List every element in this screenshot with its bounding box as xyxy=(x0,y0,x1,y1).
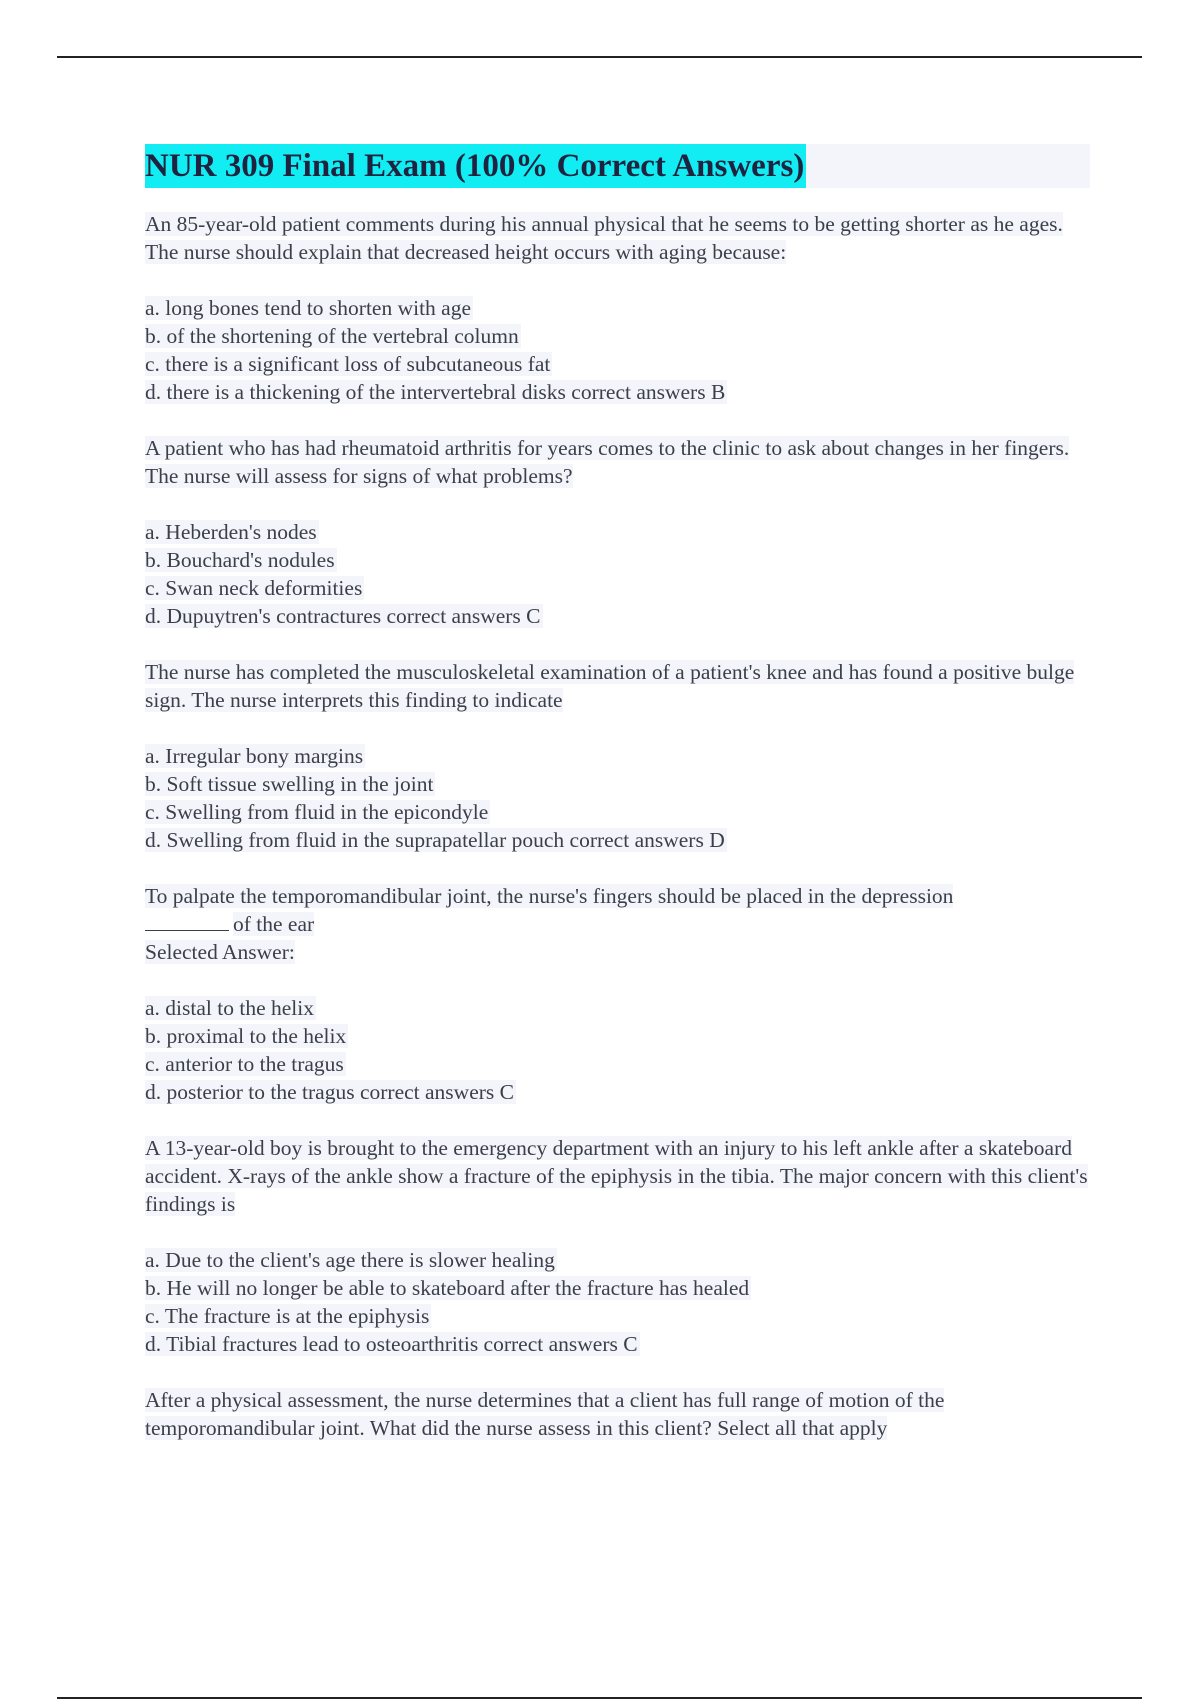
answer-option: b. proximal to the helix xyxy=(145,1024,347,1048)
question-text xyxy=(145,210,1090,266)
answer-option: c. Swelling from fluid in the epicondyle xyxy=(145,800,489,824)
question-4 xyxy=(145,882,1090,1106)
title-bar xyxy=(145,144,1090,188)
question-text-content: To palpate the temporomandibular joint, the nurse's fingers should be placed in the depression xyxy=(145,884,954,908)
answer-option: d. there is a thickening of the intervertebral disks correct answers B xyxy=(145,380,726,404)
question-text-content: A 13-year-old boy is brought to the emergency department with an injury to his left ankle after a skateboard accident. X-rays of the ankle show a fracture of the epiphysis in the tibia. The major concern with this client's findings is xyxy=(145,1136,1088,1216)
question-6 xyxy=(145,1386,1090,1442)
page-title: NUR 309 Final Exam (100% Correct Answers) xyxy=(145,144,806,188)
answer-option: c. The fracture is at the epiphysis xyxy=(145,1304,430,1328)
question-1 xyxy=(145,210,1090,406)
bottom-rule xyxy=(57,1697,1142,1699)
answer-option: d. Dupuytren's contractures correct answers C xyxy=(145,604,541,628)
question-text-content: The nurse has completed the musculoskeletal examination of a patient's knee and has found a positive bulge sign. The nurse interprets this finding to indicate xyxy=(145,660,1075,712)
answer-option: b. of the shortening of the vertebral column xyxy=(145,324,519,348)
selected-answer-label: Selected Answer: xyxy=(145,940,295,964)
answer-option: b. Bouchard's nodules xyxy=(145,548,335,572)
answer-option: a. long bones tend to shorten with age xyxy=(145,296,472,320)
question-text xyxy=(145,1386,1090,1442)
fill-in-blank xyxy=(145,910,229,931)
question-text xyxy=(145,658,1090,714)
answer-options xyxy=(145,294,1090,406)
question-text-content: After a physical assessment, the nurse determines that a client has full range of motion of the temporomandibular joint. What did the nurse assess in this client? Select all that apply xyxy=(145,1388,945,1440)
top-rule xyxy=(57,56,1142,58)
question-text-content: of the ear xyxy=(233,912,315,936)
question-text xyxy=(145,434,1090,490)
answer-options xyxy=(145,518,1090,630)
question-2 xyxy=(145,434,1090,630)
answer-option: c. anterior to the tragus xyxy=(145,1052,344,1076)
answer-options xyxy=(145,742,1090,854)
answer-option: c. there is a significant loss of subcutaneous fat xyxy=(145,352,551,376)
document-body xyxy=(145,144,1090,1470)
answer-options xyxy=(145,994,1090,1106)
question-text xyxy=(145,1134,1090,1218)
answer-option: d. posterior to the tragus correct answers C xyxy=(145,1080,514,1104)
question-3 xyxy=(145,658,1090,854)
answer-option: a. distal to the helix xyxy=(145,996,314,1020)
answer-option: a. Heberden's nodes xyxy=(145,520,317,544)
question-text-content: A patient who has had rheumatoid arthritis for years comes to the clinic to ask about changes in her fingers. The nurse will assess for signs of what problems? xyxy=(145,436,1070,488)
answer-options xyxy=(145,1246,1090,1358)
answer-option: c. Swan neck deformities xyxy=(145,576,363,600)
question-text-content: An 85-year-old patient comments during his annual physical that he seems to be getting shorter as he ages. The nurse should explain that decreased height occurs with aging because: xyxy=(145,212,1063,264)
answer-option: d. Swelling from fluid in the suprapatellar pouch correct answers D xyxy=(145,828,725,852)
answer-option: a. Due to the client's age there is slower healing xyxy=(145,1248,555,1272)
answer-option: b. Soft tissue swelling in the joint xyxy=(145,772,434,796)
question-text xyxy=(145,882,1090,966)
question-5 xyxy=(145,1134,1090,1358)
answer-option: b. He will no longer be able to skateboard after the fracture has healed xyxy=(145,1276,750,1300)
answer-option: a. Irregular bony margins xyxy=(145,744,364,768)
answer-option: d. Tibial fractures lead to osteoarthritis correct answers C xyxy=(145,1332,638,1356)
